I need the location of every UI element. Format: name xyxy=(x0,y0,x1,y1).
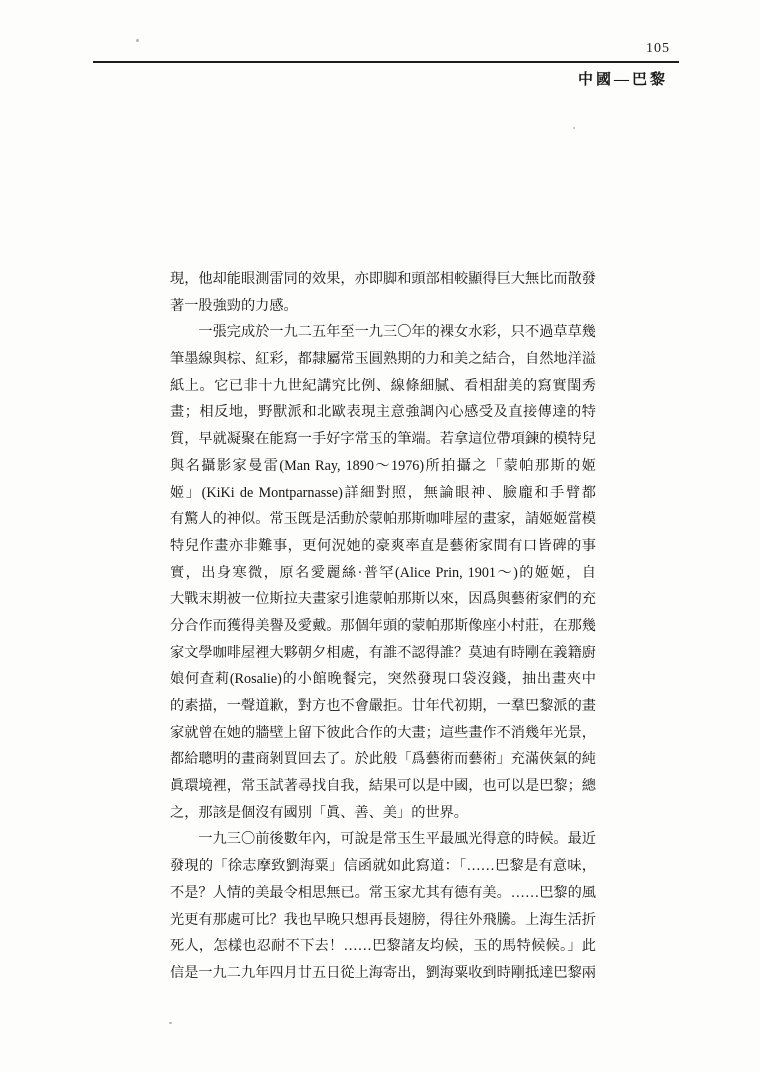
text-line: 眞環境裡，常玉試著尋找自我，結果可以是中國，也可以是巴黎；總 xyxy=(170,778,596,795)
text-line: 著一股強勁的力感。 xyxy=(170,297,298,314)
text-line: 一九三〇前後數年內，可說是常玉生平最風光得意的時候。最近 xyxy=(170,831,596,848)
text-line: 家就曾在她的牆壁上留下彼此合作的大畫；這些畫作不消幾年光景， xyxy=(170,724,596,741)
text-line: 一張完成於一九二五年至一九三〇年的裸女水彩，只不過草草幾 xyxy=(170,324,596,341)
text-line: 實，出身寒微，原名愛麗絲·普罕(Alice Prin, 1901～)的姬姬，自 xyxy=(170,564,596,581)
text-line: 信是一九二九年四月廿五日從上海寄出，劉海粟收到時剛抵達巴黎兩 xyxy=(170,964,596,981)
text-line: 與名攝影家曼雷(Man Ray, 1890～1976)所拍攝之「蒙帕那斯的姬 xyxy=(170,457,596,474)
scan-speck xyxy=(573,127,575,129)
page-number: 105 xyxy=(646,41,670,56)
text-line: 光更有那處可比？我也早晚只想再長翅膀，得往外飛騰。上海生活折 xyxy=(170,911,596,928)
scan-speck xyxy=(169,1022,172,1024)
text-line: 家文學咖啡屋裡大夥朝夕相處，有誰不認得誰？莫迪有時剛在義籍廚 xyxy=(170,644,596,661)
text-line: 筆墨線與棕、紅彩，都隸屬常玉圓熟期的力和美之結合，自然地洋溢 xyxy=(170,351,596,368)
text-line: 娘何查莉(Rosalie)的小館晚餐完，突然發現口袋沒錢，抽出畫夾中 xyxy=(170,671,596,688)
text-line: 質，早就凝聚在能寫一手好字常玉的筆端。若拿這位帶項鍊的模特兒 xyxy=(170,431,596,448)
text-line: 現，他却能眼測雷同的效果，亦即脚和頭部相較顯得巨大無比而散發 xyxy=(170,271,596,287)
text-line: 之，那該是個沒有國別「眞、善、美」的世界。 xyxy=(170,804,468,821)
body-text-block xyxy=(170,266,596,987)
text-line: 畫；相反地，野獸派和北歐表現主意強調內心感受及直接傳達的特 xyxy=(170,404,596,421)
text-line: 都給聰明的畫商剝買回去了。於此般「爲藝術而藝術」充滿俠氣的純 xyxy=(170,751,596,768)
scan-speck xyxy=(136,39,139,42)
text-line: 姬」(KiKi de Montparnasse)詳細對照，無論眼神、臉龐和手臂都 xyxy=(170,484,596,501)
text-line: 分合作而獲得美譽及愛戴。那個年頭的蒙帕那斯像座小村莊，在那幾 xyxy=(170,617,596,634)
text-line: 不是？人情的美最令相思無已。常玉家尤其有德有美。……巴黎的風 xyxy=(170,884,596,901)
text-line: 特兒作畫亦非難事，更何況她的豪爽率直是藝術家間有口皆碑的事 xyxy=(170,537,596,554)
header-rule xyxy=(93,61,679,63)
text-line: 的素描，一聲道歉，對方也不會嚴拒。廿年代初期，一羣巴黎派的畫 xyxy=(170,698,596,714)
text-line: 紙上。它已非十九世紀講究比例、線條細膩、看相甜美的寫實閨秀 xyxy=(170,377,596,394)
text-line: 發現的「徐志摩致劉海粟」信函就如此寫道：「……巴黎是有意味， xyxy=(170,858,596,875)
text-line: 死人，怎樣也忍耐不下去！……巴黎諸友均候，玉的馬特候候。」此 xyxy=(170,938,596,955)
running-head: 中國—巴黎 xyxy=(577,72,668,88)
text-line: 有驚人的神似。常玉旣是活動於蒙帕那斯咖啡屋的畫家，請姬姬當模 xyxy=(170,511,596,528)
text-line: 大戰末期被一位斯拉夫畫家引進蒙帕那斯以來，因爲與藝術家們的充 xyxy=(170,591,596,608)
